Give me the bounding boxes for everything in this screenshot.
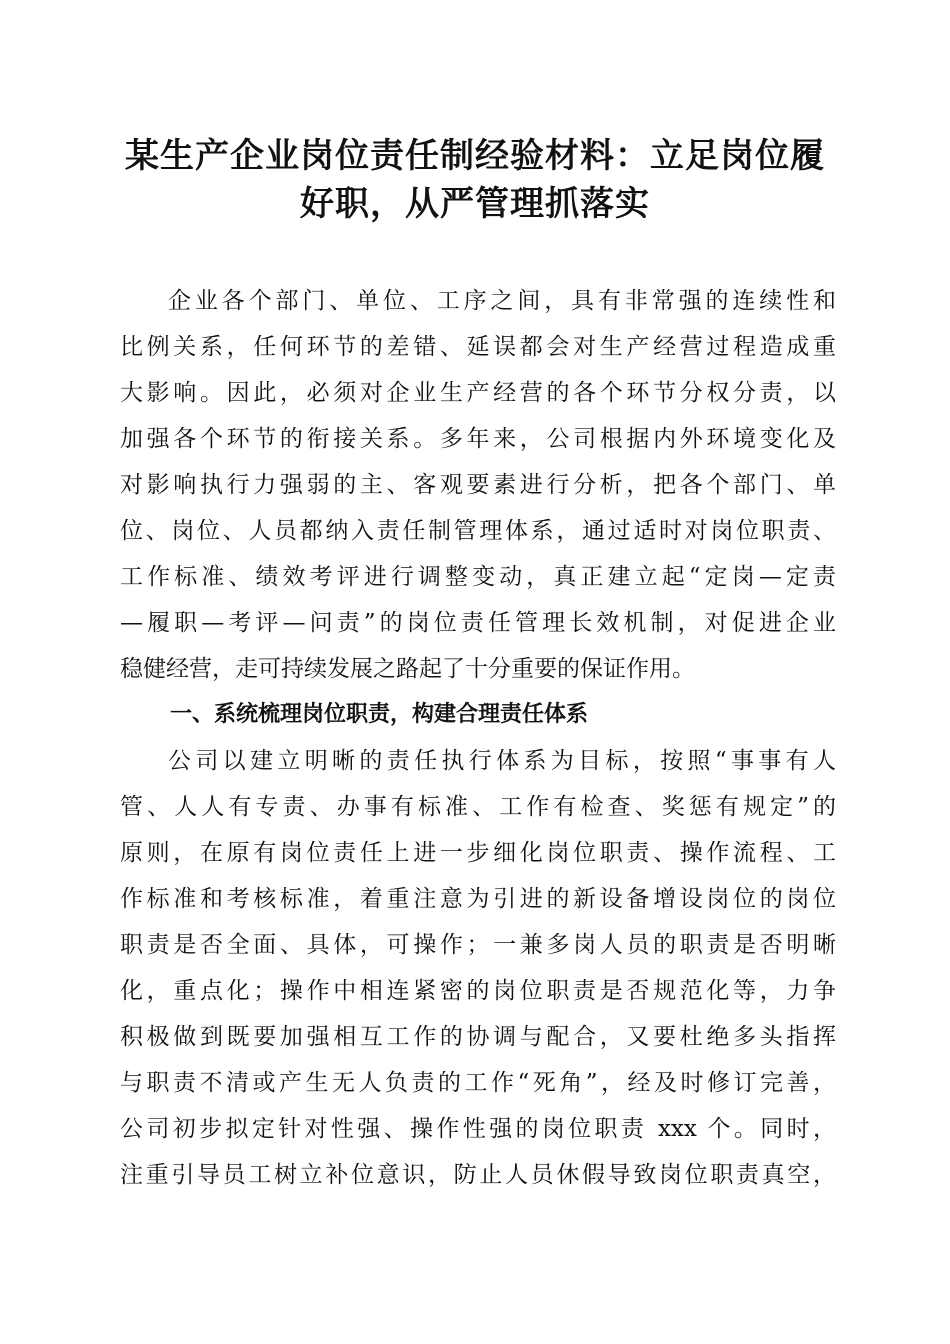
paragraph-line: 化，重点化；操作中相连紧密的岗位职责是否规范化等，力争 bbox=[120, 978, 836, 1004]
title-line: 某生产企业岗位责任制经验材料：立足岗位履 bbox=[125, 136, 825, 176]
paragraph-line: 企业各个部门、单位、工序之间，具有非常强的连续性和 bbox=[168, 288, 836, 314]
paragraph-line: 公司以建立明晰的责任执行体系为目标，按照“事事有人 bbox=[168, 748, 836, 774]
paragraph-line: 注重引导员工树立补位意识，防止人员休假导致岗位职责真空， bbox=[120, 1162, 836, 1188]
paragraph-line: 位、岗位、人员都纳入责任制管理体系，通过适时对岗位职责、 bbox=[120, 518, 836, 544]
document-body bbox=[120, 278, 836, 1198]
paragraph-line: 对影响执行力强弱的主、客观要素进行分析，把各个部门、单 bbox=[120, 472, 836, 498]
paragraph-line: 作标准和考核标准，着重注意为引进的新设备增设岗位的岗位 bbox=[120, 886, 836, 912]
paragraph-line: 工作标准、绩效考评进行调整变动，真正建立起“定岗—定责 bbox=[120, 564, 836, 590]
paragraph-line: —履职—考评—问责”的岗位责任管理长效机制，对促进企业 bbox=[120, 610, 836, 636]
paragraph-line: 大影响。因此，必须对企业生产经营的各个环节分权分责，以 bbox=[120, 380, 836, 406]
paragraph-line: 原则，在原有岗位责任上进一步细化岗位职责、操作流程、工 bbox=[120, 840, 836, 866]
paragraph-line: 公司初步拟定针对性强、操作性强的岗位职责 xxx 个。同时， bbox=[120, 1116, 836, 1142]
paragraph-line: 比例关系，任何环节的差错、延误都会对生产经营过程造成重 bbox=[120, 334, 836, 360]
paragraph-line: 职责是否全面、具体，可操作；一兼多岗人员的职责是否明晰 bbox=[120, 932, 836, 958]
title-line: 好职，从严管理抓落实 bbox=[300, 184, 650, 224]
paragraph-line: 加强各个环节的衔接关系。多年来，公司根据内外环境变化及 bbox=[120, 426, 836, 452]
paragraph-line: 管、人人有专责、办事有标准、工作有检查、奖惩有规定”的 bbox=[120, 794, 836, 820]
paragraph-line: 积极做到既要加强相互工作的协调与配合，又要杜绝多头指挥 bbox=[120, 1024, 836, 1050]
paragraph-line: 与职责不清或产生无人负责的工作“死角”，经及时修订完善， bbox=[120, 1070, 836, 1096]
paragraph-line: 稳健经营，走可持续发展之路起了十分重要的保证作用。 bbox=[120, 656, 695, 682]
document-title bbox=[100, 132, 850, 228]
section-heading: 一、系统梳理岗位职责，构建合理责任体系 bbox=[170, 702, 589, 727]
